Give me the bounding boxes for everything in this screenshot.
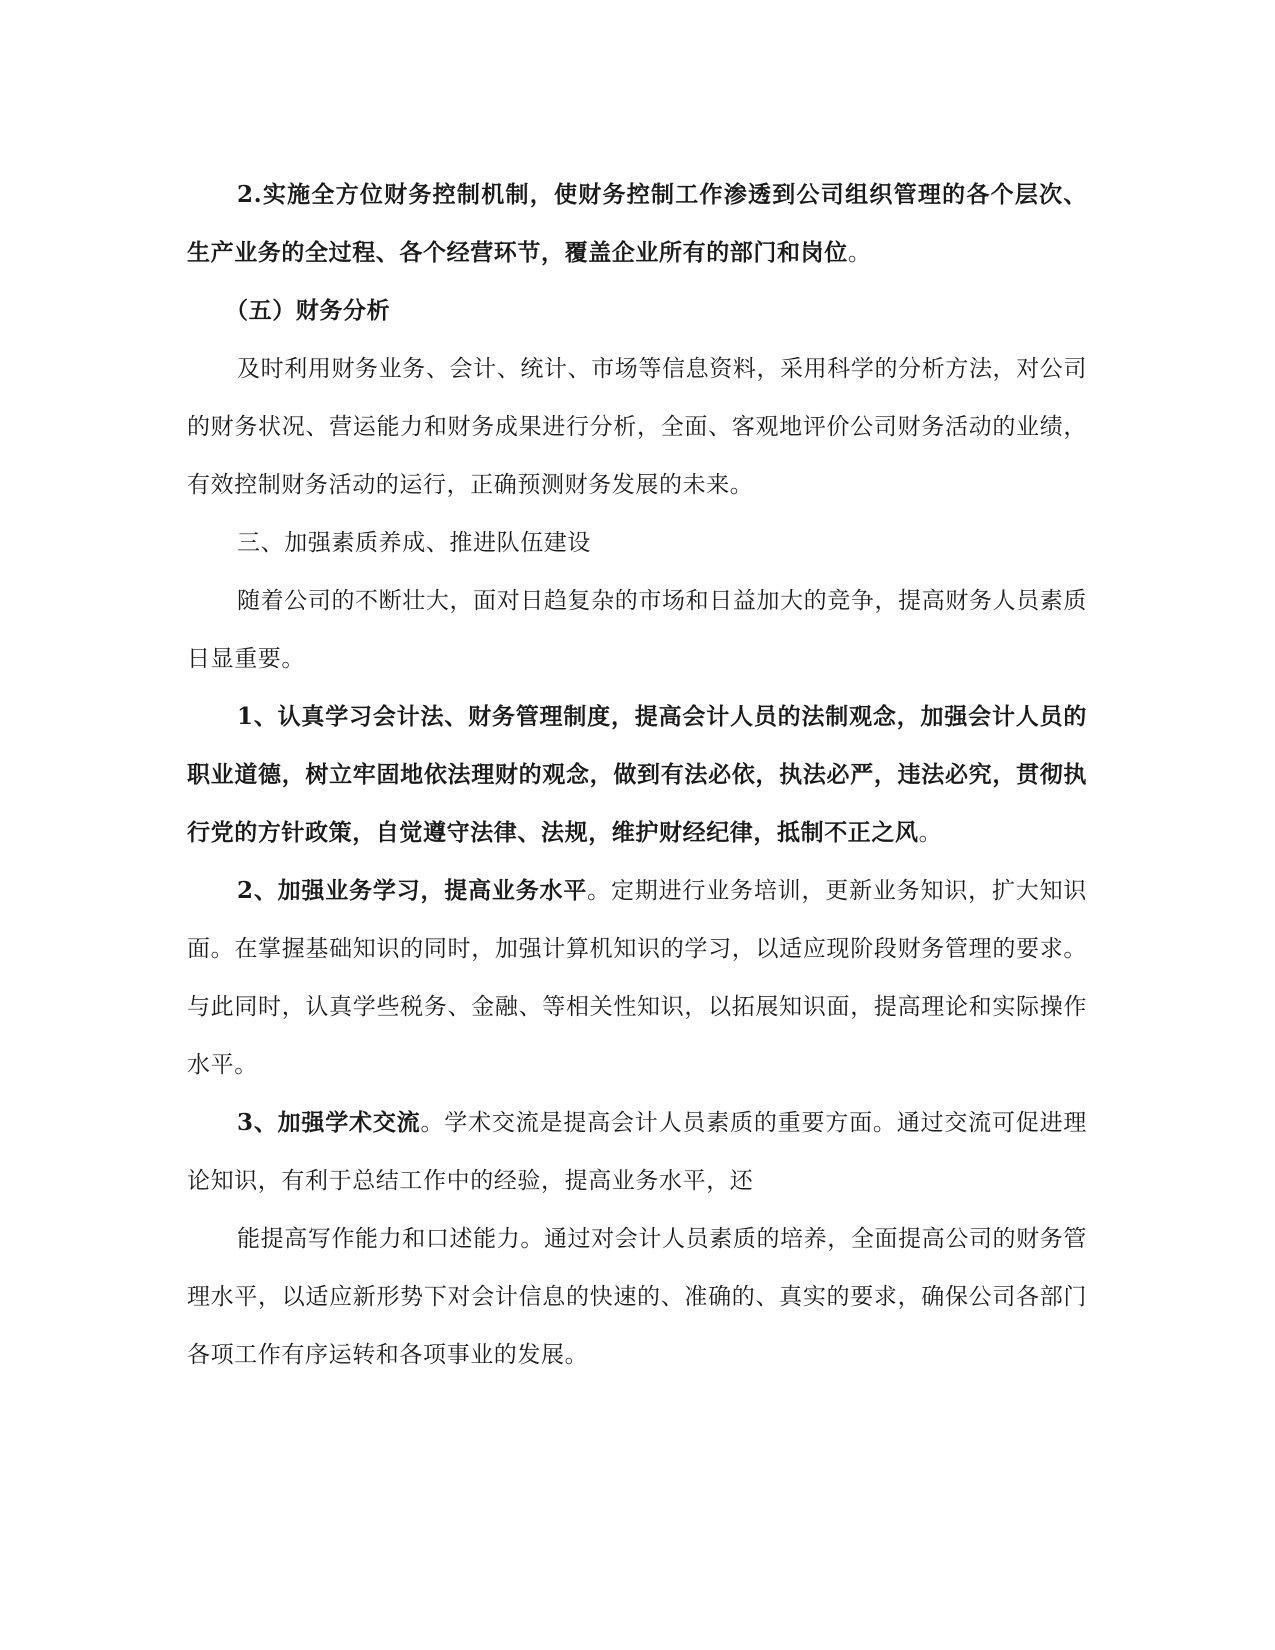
paragraph-text: 。 [918, 820, 943, 846]
paragraph-text: 。学术交流是提高会计人员素质的重要方面。通过交流可促进理论知识，有利于总结工作中的经验，提高业务水平，还 [187, 1110, 1087, 1194]
paragraph-item-2-business-study [187, 862, 1087, 1094]
paragraph-bold-lead: 2.实施全方位财务控制机制，使财务控制工作渗透到公司组织管理的各个层次、生产业务的全过程、各个经营环节，覆盖企业所有的部门和岗位 [187, 181, 1087, 266]
paragraph-quality-importance [187, 572, 1087, 688]
section-heading-text: （五）财务分析 [225, 297, 391, 324]
paragraph-bold-lead: 2、加强业务学习，提高业务水平 [237, 877, 588, 904]
paragraph-financial-analysis-body [187, 340, 1087, 514]
document-body [187, 166, 1087, 1384]
paragraph-bold-lead: 1、认真学习会计法、财务管理制度，提高会计人员的法制观念，加强会计人员的职业道德，树立牢固地依法理财的观念，做到有法必依，执法必严，违法必究，贯彻执行党的方针政策，自觉遵守法律、法规，维护财经纪律，抵制不正之风 [187, 703, 1087, 846]
section-heading-financial-analysis [187, 282, 1087, 340]
paragraph-text: 随着公司的不断壮大，面对日趋复杂的市场和日益加大的竞争，提高财务人员素质日显重要。 [187, 588, 1087, 672]
paragraph-text: 及时利用财务业务、会计、统计、市场等信息资料，采用科学的分析方法，对公司的财务状况、营运能力和财务成果进行分析，全面、客观地评价公司财务活动的业绩，有效控制财务活动的运行，正确预测财务发展的未来。 [187, 356, 1087, 498]
paragraph-conclusion [187, 1210, 1087, 1384]
section-heading-team-building [187, 514, 1087, 572]
paragraph-financial-control-mechanism [187, 166, 1087, 282]
section-heading-text: 三、加强素质养成、推进队伍建设 [237, 530, 591, 556]
paragraph-text: 能提高写作能力和口述能力。通过对会计人员素质的培养，全面提高公司的财务管理水平，以适应新形势下对会计信息的快速的、准确的、真实的要求，确保公司各部门各项工作有序运转和各项事业的发展。 [187, 1226, 1087, 1368]
paragraph-text: 。 [847, 240, 872, 266]
paragraph-item-3-academic-exchange [187, 1094, 1087, 1210]
paragraph-item-1-study-law [187, 688, 1087, 862]
paragraph-text: 。定期进行业务培训，更新业务知识，扩大知识面。在掌握基础知识的同时，加强计算机知识的学习，以适应现阶段财务管理的要求。与此同时，认真学些税务、金融、等相关性知识，以拓展知识面，提高理论和实际操作水平。 [187, 878, 1087, 1078]
paragraph-bold-lead: 3、加强学术交流 [237, 1109, 421, 1136]
